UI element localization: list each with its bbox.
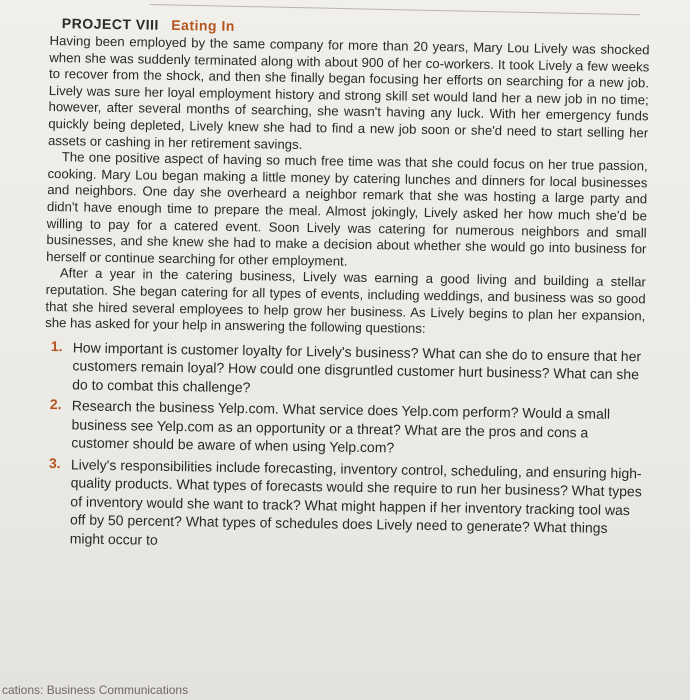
question-list	[42, 338, 645, 557]
paragraph: Having been employed by the same company for more than 20 years, Mary Lou Lively was shocked when she was suddenly terminated along with about 900 of her co-workers. It took Lively a few weeks to recover from the shock, and then she finally began focusing her efforts on searching for a new job. Lively was sure her loyal employment history and strong skill set would land her a new job in no time; however, after several months of searching, she wasn't having any luck. With her emergency funds quickly being depleted, Lively knew she had to find a new job soon or she'd need to start selling her assets or cashing in her retirement savings.	[47, 32, 650, 152]
page-footer: cations: Business Communications	[2, 683, 189, 697]
question-text: Lively's responsibilities include forecasting, inventory control, scheduling, and ensuring high-quality products. What types of forecasts would she require to run her business? What types of inventory would she want to track? What might happen if her inventory tracking tool was off by 50 percent? What types of schedules does Lively need to generate? What things might occur to	[69, 456, 642, 548]
question-item	[44, 338, 645, 403]
question-number: 2.	[49, 396, 62, 413]
question-number: 3.	[48, 454, 61, 471]
top-rule	[150, 4, 640, 15]
question-text: How important is customer loyalty for Lively's business? What can she do to ensure that her customers remain loyal? How could one disgruntled customer hurt business? What can she do to combat this challenge?	[72, 339, 642, 395]
question-text: Research the business Yelp.com. What service does Yelp.com perform? Would a small business see Yelp.com as an opportunity or a threat? What are the pros and cons a customer should be aware of when using Yelp.com?	[71, 397, 611, 456]
question-number: 1.	[50, 337, 63, 354]
question-item	[43, 396, 644, 461]
paragraph: After a year in the catering business, Lively was earning a good living and building a stellar reputation. She began catering for all types of events, including weddings, and business was so good that she hired several employees to help grow her business. As Lively begins to plan her expansion, she has asked for your help in answering the following questions:	[45, 265, 646, 337]
question-item	[42, 455, 643, 557]
project-title: Eating In	[171, 16, 236, 34]
project-label: PROJECT VIII	[61, 15, 160, 33]
paragraph: The one positive aspect of having so much free time was that she could focus on her true passion, cooking. Mary Lou began making a little money by catering lunches and dinners for local businesses and neighbors. One day she overheard a neighbor remark that she was hosting a large party and didn't have enough time to prepare the meal. Almost jokingly, Lively asked her how much she'd be willing to pay for a catered event. Soon Lively was catering for numerous neighbors and small businesses, and she knew she had to make a decision about whether she would go into business for herself or continue searching for other employment.	[46, 149, 648, 269]
project-content	[42, 15, 650, 560]
